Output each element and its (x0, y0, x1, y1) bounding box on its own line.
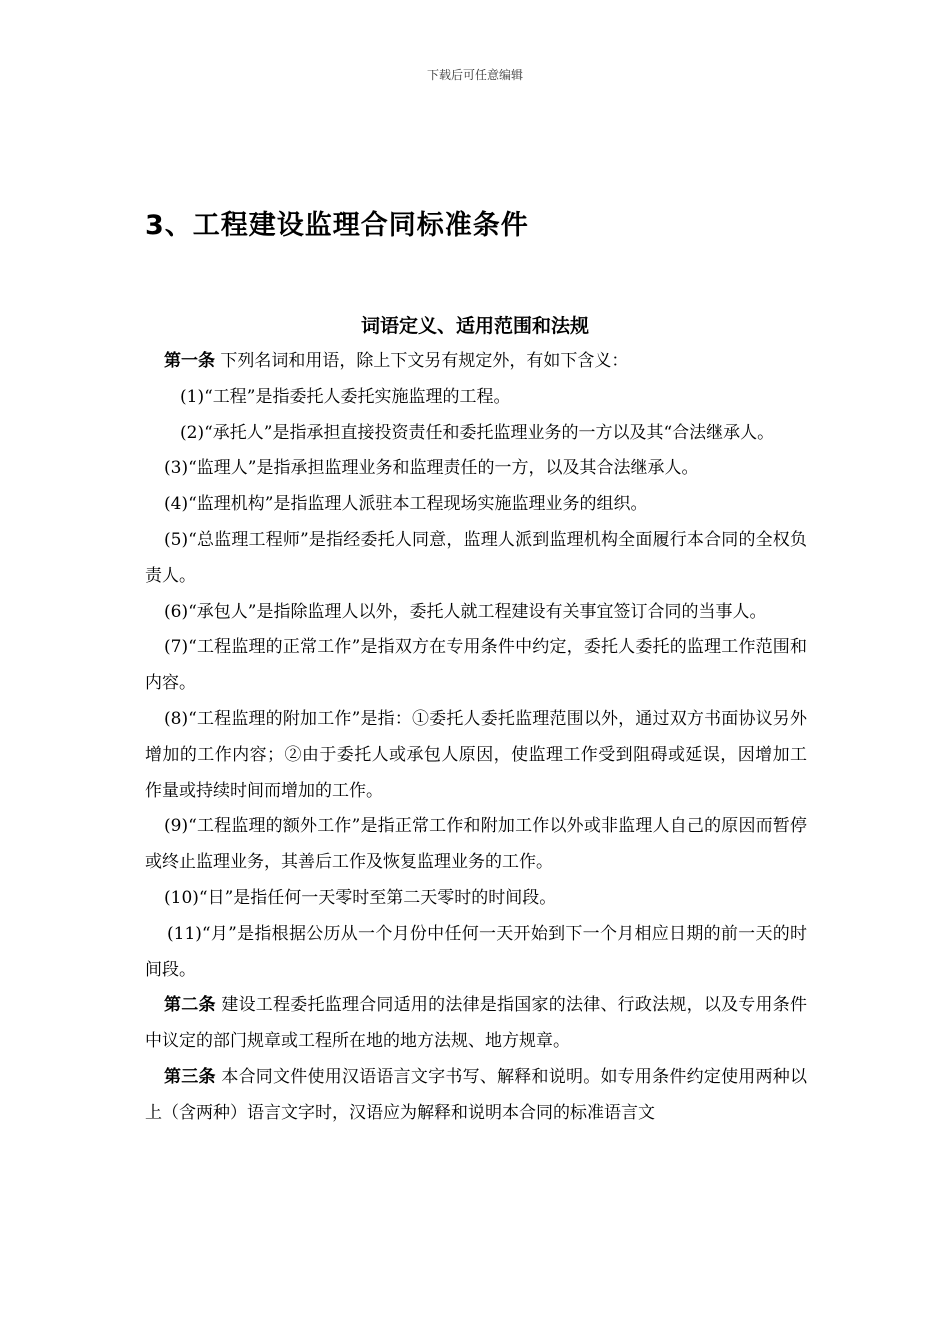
definition-5: (5)“总监理工程师”是指经委托人同意，监理人派到监理机构全面履行本合同的全权负责人。 (145, 529, 807, 586)
article-2-text: 建设工程委托监理合同适用的法律是指国家的法律、行政法规，以及专用条件中议定的部门规章或工程所在地的地方法规、地方规章。 (145, 995, 808, 1052)
definition-2: (2)“承托人”是指承担直接投资责任和委托监理业务的一方以及其“合法继承人。 (180, 422, 775, 443)
document-body (145, 344, 807, 1132)
header-note: 下载后可任意编辑 (426, 68, 523, 82)
section-title: 词语定义、适用范围和法规 (360, 315, 589, 337)
definition-3: (3)“监理人”是指承担监理业务和监理责任的一方，以及其合法继承人。 (164, 458, 699, 479)
definition-10: (10)“日”是指任何一天零时至第二天零时的时间段。 (164, 887, 557, 908)
definition-11: (11)“月”是指根据公历从一个月份中任何一天开始到下一个月相应日期的前一天的时间段。 (145, 923, 807, 980)
article-2-label: 第二条 (164, 995, 216, 1016)
document-title: 3、工程建设监理合同标准条件 (145, 210, 529, 241)
article-3-label: 第三条 (164, 1066, 216, 1087)
definition-8: (8)“工程监理的附加工作”是指：①委托人委托监理范围以外，通过双方书面协议另外增加的工作内容；②由于委托人或承包人原因，使监理工作受到阻碍或延误，因增加工作量或持续时间而增加的工作。 (145, 708, 807, 801)
definition-1: (1)“工程”是指委托人委托实施监理的工程。 (180, 386, 511, 407)
definition-7: (7)“工程监理的正常工作”是指双方在专用条件中约定，委托人委托的监理工作范围和内容。 (145, 637, 807, 694)
article-3 (145, 1060, 807, 1132)
definition-9: (9)“工程监理的额外工作”是指正常工作和附加工作以外或非监理人自己的原因而暂停或终止监理业务，其善后工作及恢复监理业务的工作。 (145, 816, 807, 873)
article-1-label: 第一条 (164, 351, 215, 371)
article-3-text: 本合同文件使用汉语语言文字书写、解释和说明。如专用条件约定使用两种以上（含两种）语言文字时，汉语应为解释和说明本合同的标准语言文 (145, 1066, 808, 1123)
article-1-text: 下列名词和用语，除上下文另有规定外，有如下含义： (215, 351, 629, 371)
definition-6: (6)“承包人”是指除监理人以外，委托人就工程建设有关事宜签订合同的当事人。 (164, 601, 767, 622)
article-1 (145, 344, 807, 380)
article-2 (145, 988, 807, 1060)
definition-4: (4)“监理机构”是指监理人派驻本工程现场实施监理业务的组织。 (164, 494, 648, 515)
